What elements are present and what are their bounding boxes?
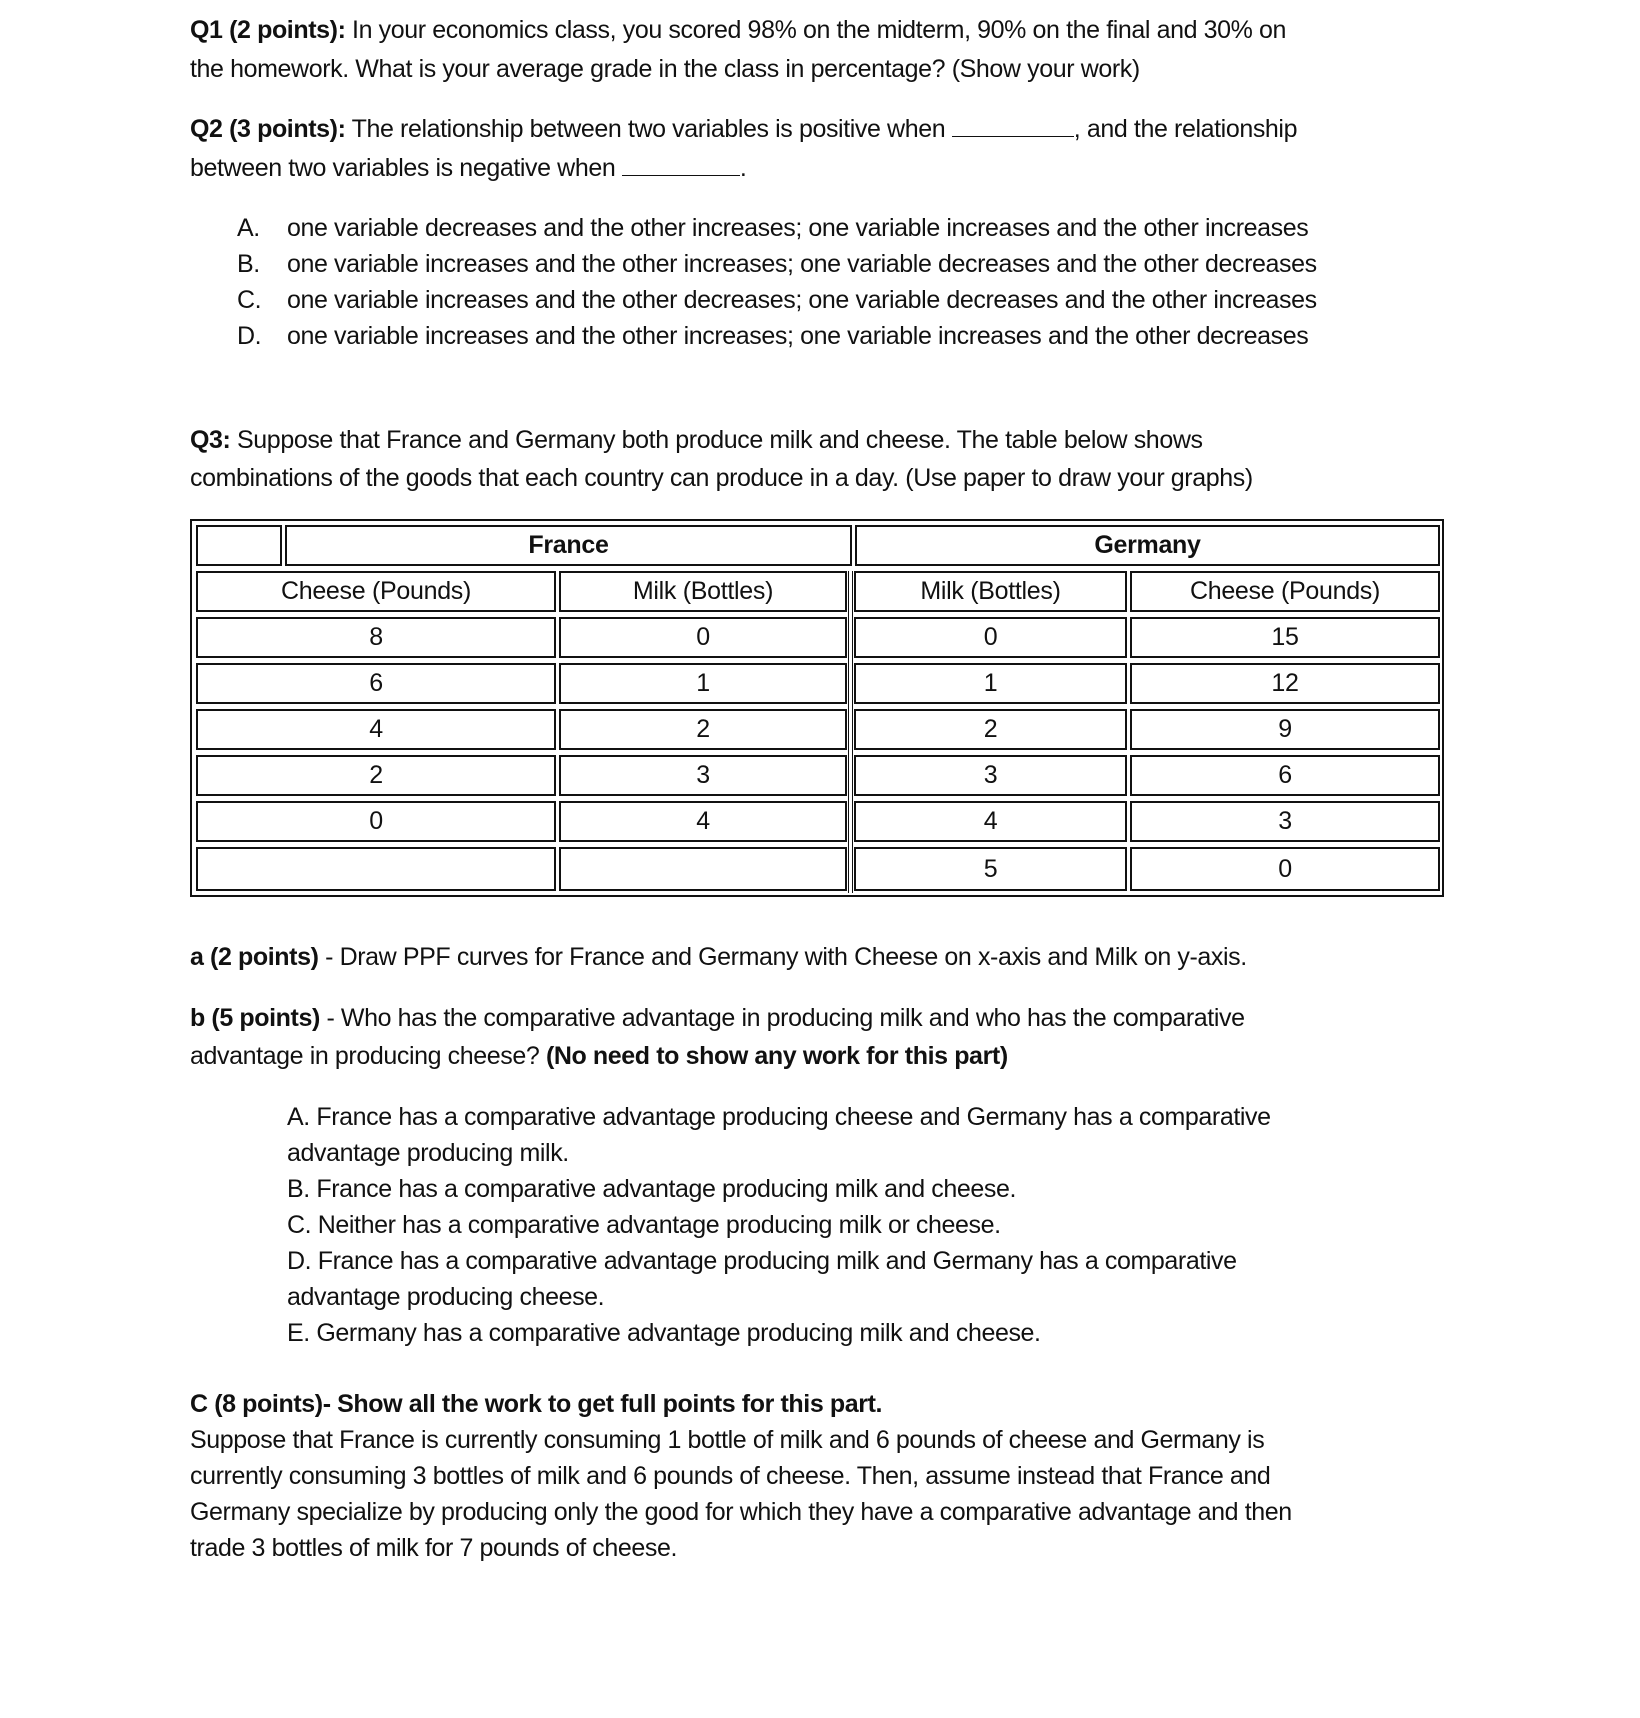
part-a-text: - Draw PPF curves for France and Germany with Cheese on x-axis and Milk on y-axis. <box>318 943 1247 971</box>
option-text: one variable decreases and the other increases; one variable increases and the other increases <box>287 214 1309 242</box>
part-b-line-1 <box>190 1000 1245 1036</box>
table-cell: 3 <box>559 755 847 796</box>
table-cell: 12 <box>1130 663 1440 704</box>
q2-text-2a: between two variables is negative when <box>190 154 622 182</box>
part-b-label: b (5 points) <box>190 1004 320 1032</box>
table-cell: 5 <box>854 847 1127 891</box>
table-cell: 3 <box>1130 801 1440 842</box>
table-cell: 2 <box>196 755 556 796</box>
q2-text-1b: , and the relationship <box>1073 115 1298 143</box>
col-header-france-milk: Milk (Bottles) <box>559 571 847 612</box>
q3-label: Q3: <box>190 426 231 454</box>
part-b-option-d[interactable]: D. France has a comparative advantage producing milk and Germany has a comparative <box>287 1247 1237 1275</box>
table-header-germany: Germany <box>855 525 1440 566</box>
table-cell: 9 <box>1130 709 1440 750</box>
part-a-label: a (2 points) <box>190 943 319 971</box>
table-cell: 0 <box>196 801 556 842</box>
col-header-germany-milk: Milk (Bottles) <box>854 571 1127 612</box>
table-cell: 4 <box>196 709 556 750</box>
q1-line-2: the homework. What is your average grade in the class in percentage? (Show your work) <box>190 55 1140 83</box>
q2-option-c[interactable] <box>237 282 1317 318</box>
q2-text-1a: The relationship between two variables is positive when <box>345 115 952 143</box>
col-header-france-cheese: Cheese (Pounds) <box>196 571 556 612</box>
part-c-heading: C (8 points)- Show all the work to get full points for this part. <box>190 1390 883 1418</box>
q1-line-1 <box>190 12 1286 48</box>
q2-label: Q2 (3 points): <box>190 115 346 143</box>
option-text: one variable increases and the other decreases; one variable decreases and the other increases <box>287 286 1317 314</box>
part-b-line-2 <box>190 1038 1008 1074</box>
part-c-line-4: trade 3 bottles of milk for 7 pounds of cheese. <box>190 1534 678 1562</box>
col-header-germany-cheese: Cheese (Pounds) <box>1130 571 1440 612</box>
table-cell: 2 <box>559 709 847 750</box>
q2-option-d[interactable] <box>237 318 1308 354</box>
q2-text-2b: . <box>739 154 747 182</box>
production-table <box>190 519 1444 897</box>
part-b-option-a[interactable]: A. France has a comparative advantage producing cheese and Germany has a comparative <box>287 1103 1271 1131</box>
part-c-line-3: Germany specialize by producing only the good for which they have a comparative advantage and then <box>190 1498 1292 1526</box>
table-cell: 0 <box>559 617 847 658</box>
table-cell <box>196 847 556 891</box>
q2-line-2 <box>190 150 746 186</box>
part-b-text-1: - Who has the comparative advantage in producing milk and who has the comparative <box>319 1004 1245 1032</box>
part-b-option-d-cont[interactable]: advantage producing cheese. <box>287 1283 605 1311</box>
option-letter: B. <box>237 250 260 278</box>
q2-line-1 <box>190 111 1297 147</box>
q2-blank-negative[interactable] <box>622 153 740 176</box>
table-country-separator <box>848 571 853 893</box>
table-cell: 4 <box>559 801 847 842</box>
part-b-option-a-cont[interactable]: advantage producing milk. <box>287 1139 569 1167</box>
table-cell: 15 <box>1130 617 1440 658</box>
part-c-line-2: currently consuming 3 bottles of milk and 6 pounds of cheese. Then, assume instead that France and <box>190 1462 1271 1490</box>
table-cell: 4 <box>854 801 1127 842</box>
table-cell: 2 <box>854 709 1127 750</box>
table-cell <box>559 847 847 891</box>
q3-text-1: Suppose that France and Germany both produce milk and cheese. The table below shows <box>230 426 1203 454</box>
table-cell: 1 <box>854 663 1127 704</box>
option-text: one variable increases and the other increases; one variable decreases and the other decreases <box>287 250 1317 278</box>
part-a <box>190 939 1247 975</box>
part-b-option-c[interactable]: C. Neither has a comparative advantage producing milk or cheese. <box>287 1211 1001 1239</box>
table-cell: 6 <box>1130 755 1440 796</box>
part-b-option-b[interactable]: B. France has a comparative advantage producing milk and cheese. <box>287 1175 1017 1203</box>
q2-option-b[interactable] <box>237 246 1317 282</box>
q3-line-1 <box>190 422 1203 458</box>
option-letter: A. <box>237 214 260 242</box>
part-b-text-2a: advantage in producing cheese? <box>190 1042 546 1070</box>
part-b-note: (No need to show any work for this part) <box>545 1042 1008 1070</box>
part-c-line-1: Suppose that France is currently consuming 1 bottle of milk and 6 pounds of cheese and Germany is <box>190 1426 1265 1454</box>
option-letter: D. <box>237 322 262 350</box>
table-cell: 0 <box>1130 847 1440 891</box>
q3-line-2: combinations of the goods that each country can produce in a day. (Use paper to draw your graphs) <box>190 464 1253 492</box>
q2-option-a[interactable] <box>237 210 1308 246</box>
q1-label: Q1 (2 points): <box>190 16 346 44</box>
table-corner-cell <box>196 525 282 566</box>
part-b-option-e[interactable]: E. Germany has a comparative advantage producing milk and cheese. <box>287 1319 1041 1347</box>
q2-blank-positive[interactable] <box>952 114 1074 137</box>
table-header-france: France <box>285 525 852 566</box>
table-cell: 6 <box>196 663 556 704</box>
option-letter: C. <box>237 286 262 314</box>
option-text: one variable increases and the other increases; one variable increases and the other decreases <box>287 322 1309 350</box>
table-cell: 3 <box>854 755 1127 796</box>
table-cell: 8 <box>196 617 556 658</box>
q1-text-1: In your economics class, you scored 98% on the midterm, 90% on the final and 30% on <box>345 16 1287 44</box>
table-cell: 1 <box>559 663 847 704</box>
table-cell: 0 <box>854 617 1127 658</box>
